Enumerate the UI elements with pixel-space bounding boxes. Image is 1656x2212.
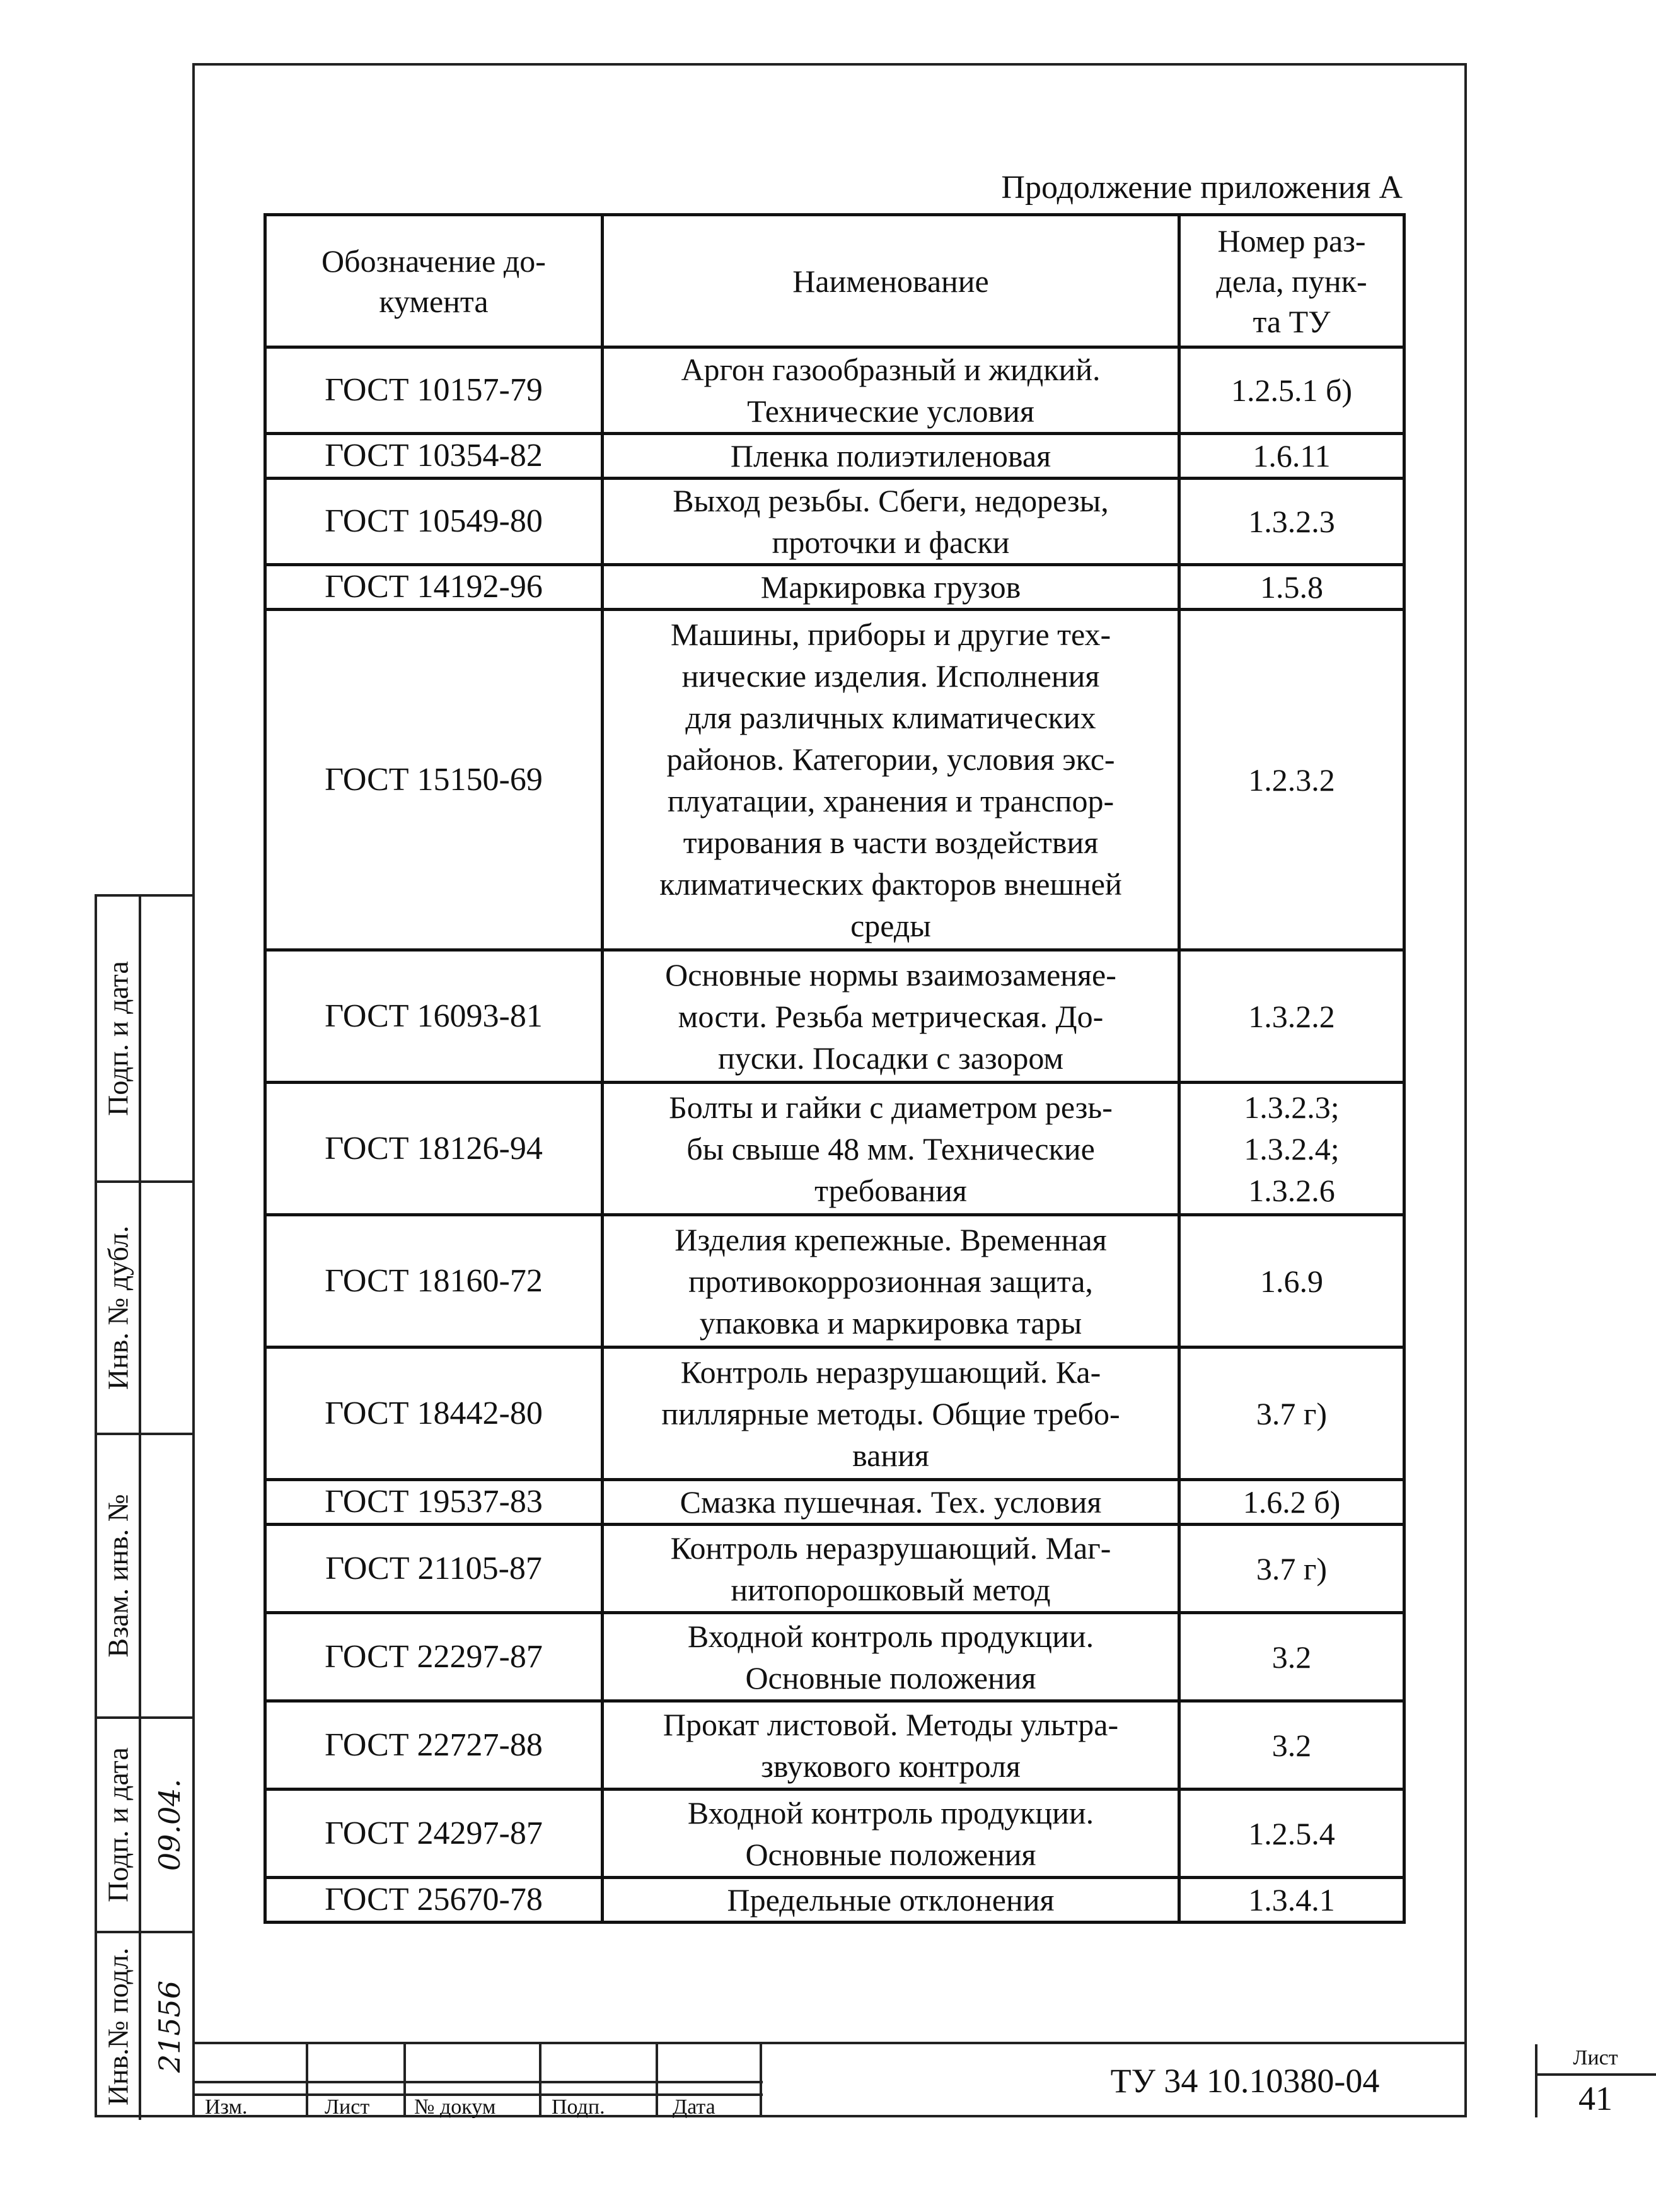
table-row	[265, 1215, 1404, 1348]
cell-section-text: 1.3.2.3	[1248, 504, 1335, 539]
cell-name	[603, 950, 1179, 1083]
cell-designation-text: ГОСТ 15150-69	[325, 761, 543, 798]
cell-designation	[265, 1480, 603, 1525]
cell-designation-text: ГОСТ 10549-80	[325, 503, 543, 539]
cell-designation	[265, 1215, 603, 1348]
header-designation-text: Обозначение до- кумента	[321, 243, 546, 319]
cell-designation-text: ГОСТ 18442-80	[325, 1395, 543, 1431]
cell-designation	[265, 1525, 603, 1613]
table-row	[265, 1480, 1404, 1525]
cell-section	[1179, 1878, 1404, 1923]
table-row	[265, 1878, 1404, 1923]
cell-name	[603, 1878, 1179, 1923]
cell-name-text: Предельные отклонения	[727, 1882, 1055, 1918]
cell-designation-text: ГОСТ 10157-79	[325, 372, 543, 408]
cell-section-text: 3.2	[1271, 1727, 1312, 1763]
cell-name-text: Машины, приборы и другие тех- нические изделия. Исполнения для различных климатических районов. Категории, условия экс- плуатации, хранения и транспор- тирования в части воздействия климатических факторов внешней среды	[659, 616, 1122, 943]
cell-designation	[265, 479, 603, 565]
stamp-col-divider	[403, 2044, 406, 2117]
side-value-box	[144, 1719, 195, 1931]
side-cell-original-no	[97, 1931, 195, 2120]
cell-designation	[265, 565, 603, 610]
side-value-box	[144, 897, 195, 1180]
cell-designation	[265, 347, 603, 434]
cell-designation	[265, 434, 603, 479]
cell-section-text: 1.6.9	[1260, 1263, 1323, 1299]
cell-name-text: Контроль неразрушающий. Маг- нитопорошковый метод	[670, 1530, 1111, 1607]
stamp-col-divider	[306, 2044, 308, 2117]
side-cell-replacement-no	[97, 1433, 195, 1716]
cell-name	[603, 1525, 1179, 1613]
side-label-box	[97, 1719, 141, 1931]
cell-designation	[265, 1701, 603, 1790]
cell-designation-text: ГОСТ 19537-83	[325, 1484, 543, 1520]
cell-name-text: Пленка полиэтиленовая	[730, 438, 1051, 474]
side-cell-duplicate-no	[97, 1180, 195, 1433]
sheet-number: 41	[1578, 2080, 1613, 2117]
table-row	[265, 1525, 1404, 1613]
cell-section-text: 1.3.2.3; 1.3.2.4; 1.3.2.6	[1244, 1089, 1340, 1208]
table-row	[265, 565, 1404, 610]
cell-section-text: 1.6.11	[1253, 438, 1331, 474]
header-section	[1179, 215, 1404, 347]
cell-designation-text: ГОСТ 22297-87	[325, 1638, 543, 1675]
side-label-box	[97, 897, 141, 1180]
stamp-sheet-divider	[1535, 2073, 1656, 2076]
document-code: ТУ 34 10.10380-04	[1110, 2062, 1380, 2100]
cell-name	[603, 434, 1179, 479]
cell-section	[1179, 1701, 1404, 1790]
header-section-text: Номер раз- дела, пунк- та ТУ	[1216, 223, 1367, 339]
cell-name	[603, 1613, 1179, 1701]
cell-section	[1179, 1790, 1404, 1878]
cell-section	[1179, 1480, 1404, 1525]
cell-name	[603, 1701, 1179, 1790]
cell-name-text: Контроль неразрушающий. Ка- пиллярные методы. Общие требо- вания	[661, 1354, 1120, 1473]
cell-designation	[265, 1790, 603, 1878]
cell-section	[1179, 1083, 1404, 1215]
table-row	[265, 1083, 1404, 1215]
cell-designation-text: ГОСТ 22727-88	[325, 1726, 543, 1763]
cell-section	[1179, 565, 1404, 610]
table-row	[265, 1348, 1404, 1480]
table-row	[265, 1701, 1404, 1790]
stamp-col-divider	[656, 2044, 658, 2117]
cell-name	[603, 1480, 1179, 1525]
side-label-box	[97, 1933, 141, 2120]
stamp-col-signature: Подп.	[552, 2095, 605, 2119]
handwritten-date: 09.04.	[152, 1778, 187, 1871]
cell-designation	[265, 1878, 603, 1923]
cell-name	[603, 565, 1179, 610]
cell-name	[603, 610, 1179, 950]
stamp-col-divider	[760, 2044, 762, 2117]
side-value-box	[144, 1933, 195, 2120]
cell-name-text: Входной контроль продукции. Основные положения	[687, 1618, 1094, 1696]
table-row	[265, 434, 1404, 479]
cell-section-text: 1.2.3.2	[1248, 762, 1335, 798]
handwritten-inventory-number: 21556	[152, 1980, 187, 2073]
cell-designation	[265, 1083, 603, 1215]
header-designation	[265, 215, 603, 347]
cell-designation	[265, 950, 603, 1083]
title-block	[192, 2042, 1618, 2119]
side-value-box	[144, 1435, 195, 1716]
cell-name-text: Аргон газообразный и жидкий. Технические условия	[681, 352, 1101, 429]
header-name	[603, 215, 1179, 347]
side-label: Инв. № дубл.	[101, 1225, 134, 1390]
cell-name	[603, 1348, 1179, 1480]
table-row	[265, 347, 1404, 434]
sheet-label: Лист	[1573, 2046, 1618, 2069]
cell-section	[1179, 434, 1404, 479]
cell-section	[1179, 1525, 1404, 1613]
table-row	[265, 479, 1404, 565]
cell-section	[1179, 1215, 1404, 1348]
cell-section	[1179, 610, 1404, 950]
stamp-col-date: Дата	[673, 2095, 715, 2119]
cell-section-text: 1.2.5.4	[1248, 1815, 1335, 1851]
side-value-box	[144, 1183, 195, 1433]
table-row	[265, 950, 1404, 1083]
side-cell-signature-date-1	[97, 897, 195, 1180]
side-label: Инв.№ подл.	[101, 1947, 134, 2106]
header-name-text: Наименование	[792, 263, 989, 299]
cell-section-text: 1.2.5.1 б)	[1230, 373, 1353, 408]
cell-name	[603, 1083, 1179, 1215]
stamp-row-divider	[192, 2081, 763, 2083]
cell-name-text: Входной контроль продукции. Основные положения	[687, 1795, 1094, 1872]
cell-name-text: Болты и гайки с диаметром резь- бы свыше 48 мм. Технические требования	[669, 1089, 1113, 1208]
cell-designation-text: ГОСТ 16093-81	[325, 998, 543, 1034]
stamp-col-sheet: Лист	[325, 2095, 370, 2119]
cell-section-text: 1.3.4.1	[1248, 1882, 1335, 1918]
table-header-row	[265, 215, 1404, 347]
cell-section	[1179, 479, 1404, 565]
cell-section	[1179, 1613, 1404, 1701]
cell-name-text: Основные нормы взаимозаменяе- мости. Резьба метрическая. До- пуски. Посадки с зазором	[665, 957, 1116, 1076]
side-label: Взам. инв. №	[101, 1494, 134, 1658]
cell-name-text: Маркировка грузов	[760, 569, 1021, 605]
cell-designation-text: ГОСТ 18126-94	[325, 1130, 543, 1167]
table-caption: Продолжение приложения А	[1001, 170, 1403, 206]
cell-designation-text: ГОСТ 25670-78	[325, 1882, 543, 1918]
cell-designation-text: ГОСТ 14192-96	[325, 569, 543, 605]
cell-designation	[265, 1613, 603, 1701]
stamp-col-change: Изм.	[205, 2095, 248, 2119]
cell-name	[603, 479, 1179, 565]
cell-section	[1179, 950, 1404, 1083]
cell-name	[603, 347, 1179, 434]
cell-name-text: Прокат листовой. Методы ультра- звукового контроля	[663, 1706, 1119, 1784]
stamp-col-divider	[539, 2044, 541, 2117]
stamp-col-doc-no: № докум	[414, 2095, 496, 2119]
cell-section-text: 1.3.2.2	[1248, 998, 1335, 1034]
cell-designation-text: ГОСТ 21105-87	[325, 1550, 542, 1586]
cell-designation-text: ГОСТ 24297-87	[325, 1815, 543, 1851]
cell-designation	[265, 610, 603, 950]
table-row	[265, 1613, 1404, 1701]
cell-section	[1179, 1348, 1404, 1480]
cell-name-text: Изделия крепежные. Временная противокоррозионная защита, упаковка и маркировка тары	[675, 1221, 1107, 1341]
cell-designation-text: ГОСТ 10354-82	[325, 438, 543, 474]
table-row	[265, 1790, 1404, 1878]
cell-section-text: 3.2	[1271, 1639, 1312, 1675]
table-row	[265, 610, 1404, 950]
cell-name	[603, 1790, 1179, 1878]
cell-name	[603, 1215, 1179, 1348]
cell-section-text: 3.7 г)	[1256, 1551, 1328, 1586]
side-cell-signature-date-2	[97, 1716, 195, 1931]
cell-name-text: Выход резьбы. Сбеги, недорезы, проточки и фаски	[673, 483, 1109, 560]
cell-section	[1179, 347, 1404, 434]
side-label-box	[97, 1183, 141, 1433]
side-label-box	[97, 1435, 141, 1716]
signature-strip	[95, 894, 192, 2117]
references-table	[263, 213, 1406, 1924]
cell-section-text: 1.6.2 б)	[1242, 1484, 1341, 1520]
cell-designation	[265, 1348, 603, 1480]
cell-section-text: 1.5.8	[1260, 569, 1323, 605]
side-label: Подп. и дата	[101, 1747, 134, 1902]
side-label: Подп. и дата	[101, 961, 134, 1116]
cell-section-text: 3.7 г)	[1256, 1395, 1328, 1431]
cell-name-text: Смазка пушечная. Тех. условия	[680, 1484, 1102, 1520]
cell-designation-text: ГОСТ 18160-72	[325, 1262, 543, 1299]
